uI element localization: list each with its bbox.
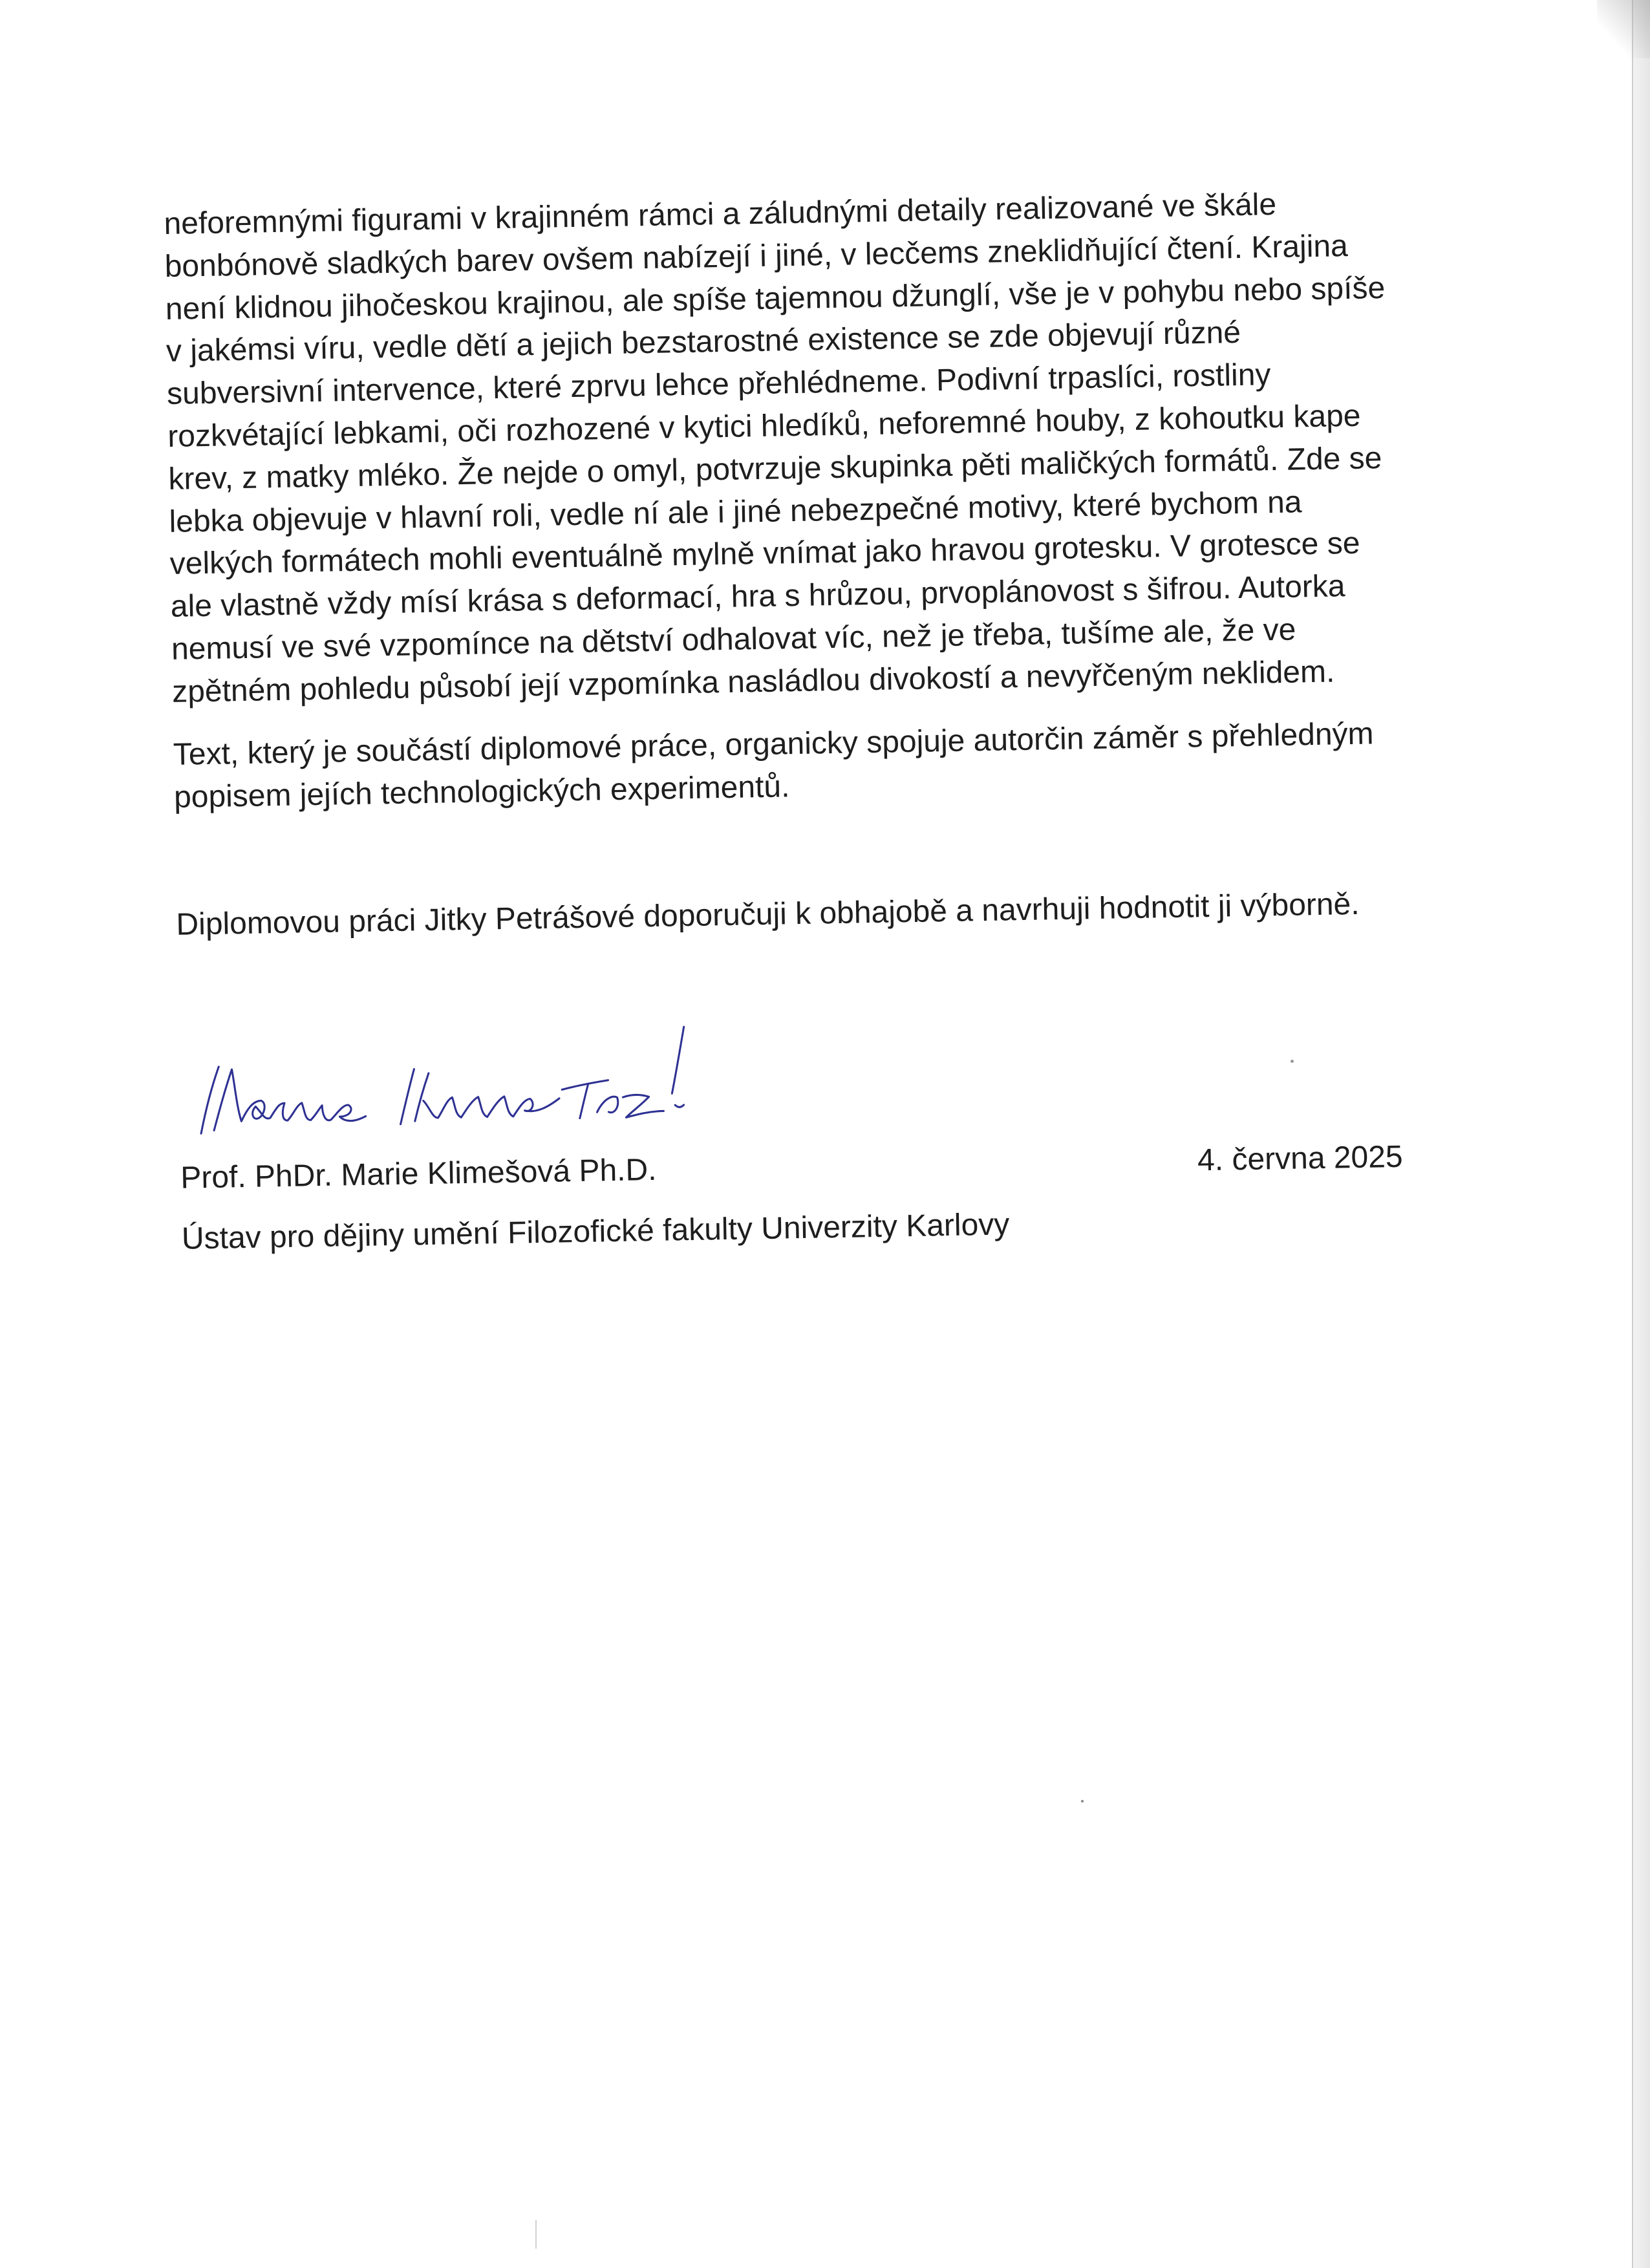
text-line: bonbónově sladkých barev ovšem nabízejí i jiné, v lecčems zneklidňující čtení. Krajina [164,228,1349,284]
text-line: neforemnými figurami v krajinném rámci a záludnými detaily realizované ve škále [164,187,1277,241]
scan-speck [1081,1800,1084,1803]
text-line: subversivní intervence, které zprvu lehce přehlédneme. Podivní trpaslíci, rostliny [166,358,1271,412]
scan-mark [535,2220,537,2249]
signature-stroke [597,1097,618,1113]
text-line: ale vlastně vždy mísí krása s deformací, hra s hrůzou, prvoplánovost s šifrou. Autorka [170,569,1345,625]
text-line: v jakémsi víru, vedle dětí a jejich bezstarostné existence se zde objevují různé [166,316,1241,369]
text-line: zpětném pohledu působí její vzpomínka nasládlou divokostí a nevyřčeným neklidem. [171,654,1335,709]
signature-stroke [423,1095,560,1118]
signature-stroke [400,1069,415,1124]
signature-stroke [213,1069,264,1130]
text-line: krev, z matky mléko. Že nejde o omyl, potvrzuje skupinka pěti maličkých formátů. Zde se [167,440,1382,497]
document-date-text: 4. června 2025 [1197,1139,1404,1178]
recommendation-paragraph [176,883,1360,947]
signature-stroke [562,1080,608,1090]
document-date [1197,1136,1404,1182]
signature-stroke [623,1095,663,1118]
signature-stroke [579,1085,588,1118]
text-line: popisem jejích technologických experimentů. [173,769,790,815]
signature-stroke [675,1105,683,1107]
scanner-edge-shading [1632,0,1650,2268]
text-line: rozkvétající lebkami, oči rozhozené v kytici hledíků, neforemné houby, z kohoutku kape [167,398,1361,454]
signature-stroke [671,1027,685,1093]
page-content [164,180,1475,1302]
body-paragraph [164,182,1392,713]
text-line: nemusí ve své vzpomínce na dětství odhalovat víc, než je třeba, tušíme ale, že ve [171,612,1296,667]
handwritten-signature [188,1021,696,1146]
scanner-corner-shadow [1597,0,1650,58]
scanner-edge-line [1632,0,1633,2268]
text-line: velkých formátech mohli eventuálně mylně vnímat jako hravou grotesku. V grotesce se [169,526,1360,582]
body-paragraph [173,712,1375,818]
text-line: není klidnou jihočeskou krajinou, ale spíše tajemnou džunglí, vše je v pohybu nebo spíše [165,270,1386,326]
signature-stroke [414,1073,430,1121]
text-line: Diplomovou práci Jitky Petrášové doporučuji k obhajobě a navrhuji hodnotit ji výborně. [176,886,1360,942]
text-line: Text, který je součástí diplomové práce, organicky spojuje autorčin záměr s přehledným [173,716,1374,772]
signatory-institution [181,1203,1009,1260]
signatory-institution-text: Ústav pro dějiny umění Filozofické fakulty Univerzity Karlovy [181,1207,1010,1256]
signatory-name-text: Prof. PhDr. Marie Klimešová Ph.D. [180,1152,657,1195]
signature-stroke [255,1102,366,1122]
scan-speck [1291,1060,1294,1063]
text-line: lebka objevuje v hlavní roli, vedle ní ale i jiné nebezpečné motivy, které bychom na [169,484,1302,539]
signatory-name [180,1149,657,1200]
